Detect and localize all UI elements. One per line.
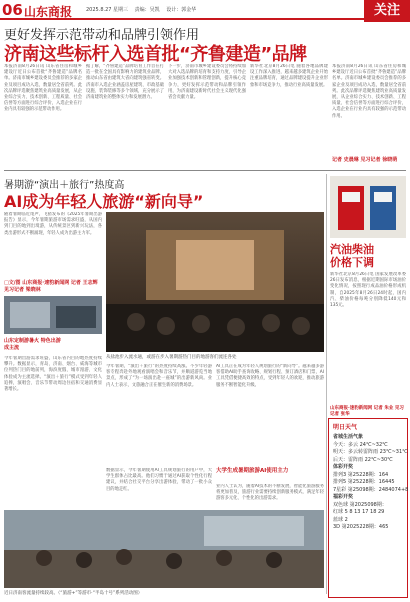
story2-side-tag: 山东定制游暑火 特色出游成主流	[4, 338, 61, 351]
story1-headline[interactable]: 济南这些标杆入选首批“齐鲁建造”品牌	[4, 44, 307, 65]
sidebar-headline-line2: 价格下调	[330, 256, 374, 269]
fuel-photo	[330, 176, 406, 238]
service-center-photo	[4, 296, 102, 334]
sidebar-headline-line1: 汽油柴油	[330, 243, 374, 256]
weather-line: 排列5 第25228期：16445	[333, 479, 395, 485]
weather-line: 红球 5 8 13 17 18 29	[333, 509, 385, 515]
story1-byline: 记者 史晨琳 见习记者 徐晓萌	[332, 157, 398, 163]
masthead	[0, 0, 410, 20]
section-label: 关注	[364, 0, 410, 22]
story2-col-a: 今年暑期出游需求旺盛，山东省内目的地热度持续攀升。数据显示，青岛、济南、烟台、威海等城市位列热门目的地前列，海滨度假、城市漫游、文化体验成为主流选择。“演出＋旅行”模式受到年轻人追捧，演唱会、音乐节带动周边住宿和交通消费显著增长。	[4, 356, 102, 393]
sidebar-divider	[326, 174, 327, 594]
weather-lines	[333, 434, 409, 532]
weather-line: 体彩开奖	[333, 464, 354, 470]
stage-photo-caption: 从盐池步入流水通，或游在步入暑期游热门目的地游客们流连各处	[106, 355, 237, 360]
weather-line: 双色球 第2025098期：	[333, 501, 387, 508]
stage-photo	[106, 212, 324, 352]
story2-kicker: 暑期游“演出＋旅行”热度高	[4, 180, 125, 191]
story2-byline: □文/图 山东商报·速豹新闻网 记者 王志辉 见习记者 梁晓林	[4, 280, 98, 293]
weather-line: 福彩开奖	[333, 494, 354, 500]
story1-kicker: 更好发挥示范带动和品牌引领作用	[4, 28, 200, 43]
sidebar-headline[interactable]	[330, 243, 374, 269]
weather-lottery-box	[328, 418, 408, 598]
issue-date: 2025.8.27 星期三	[86, 7, 129, 13]
weather-line: 省城生活气象	[333, 434, 364, 440]
story2-intro: 随着暑期临近尾声，飞猪发布的《2025年暑期出游报告》显示，今年暑期旅游市场需求旺盛，从国内到门目的地到出境游，从传统景区到新兴玩法，各类出游形式不断涌现，年轻人成为出游主力军。	[4, 212, 102, 236]
sidebar-body: 新华社北京8月26日电 国家发展改革委26日发布消息，根据近期国际市场油价变化情况，按照现行成品油价格形成机制，自2025年8月26日24时起，国内汽、柴油价格每吨分别降低140元和135元。	[330, 272, 406, 309]
story1-col4: 新华社北京8月26日电 随着各地品牌建设工作深入推进，越来越多建筑企业开始注重品牌培育，通过品牌建设提升企业形象和市场竞争力，推动行业高质量发展。	[250, 64, 328, 88]
story1-col2: 据了解，“齐鲁建造”品牌培育工作旨在打造一批在全国具有影响力的建筑业品牌，推动山东省由建筑大省向建筑强省转变。济南市入选企业涵盖房屋建筑、市政基础设施、装饰装修等多个领域，充分展示了济南建筑业的整体实力和发展潜力。	[86, 64, 164, 101]
weather-line: 今天：多云 24℃~32℃	[333, 441, 388, 448]
story2-headline[interactable]: AI成为年轻人旅游“新向导”	[4, 192, 204, 211]
weather-line: 明天：多云转雷阵雨 23℃~31℃	[333, 449, 408, 455]
weather-line: 7星彩 第25098期：2484074+8	[333, 486, 409, 493]
story2-col-c: AI工具正在成为年轻人规划旅行的“新向导”。越来越多游客借助AI助手查询攻略、规划行程、预订酒店和门票，AI工具凭借便捷高效的特点，受到年轻人的欢迎，推动旅游服务不断智能化升级。	[216, 364, 324, 388]
designer: 设计：郭金华	[166, 7, 197, 13]
weather-line: 排列3 第25228期：164	[333, 471, 389, 478]
section-divider	[4, 170, 406, 171]
weather-line: 3D 第2025228期：465	[333, 524, 389, 530]
issue-meta	[86, 6, 201, 13]
story1-col5: 本报济南8月26日讯 山东省住房和城乡建设厅近日公布首批“齐鲁建造”品牌名单。济南市城乡建设委员会推荐的多家企业及项目成功入选，数量居全省前列。此次品牌评选聚焦建筑业高质量发展，从企业综合实力、技术创新、工程质量、社会信誉等方面进行综合评价，入选企业在行业内具有较强的示范带动作用。	[332, 64, 406, 119]
sidebar-byline: 山东商报·速豹新闻网 记者 朱业 见习记者 张华	[330, 406, 404, 417]
story2-col-d: 数据显示，今年暑期使用AI工具规划旅行的用户中，大学生群体占比最高。他们习惯于通过AI获取个性化行程建议，并结合社交平台分享出游体验，带动了一批小众目的地走红。	[106, 468, 212, 492]
weather-line: 蓝球 2	[333, 516, 348, 523]
weather-title: 明日天气	[333, 424, 358, 431]
page-number: 06	[2, 1, 23, 19]
story2-subhead: 大学生成暑期旅游AI使用主力	[216, 468, 289, 474]
editor: 责编：吴凯	[134, 7, 160, 13]
story1-col3: 下一步，济南市城乡建设委员会将持续加大对入选品牌的培育和支持力度，引导企业加强技术创新和管理创新，提升核心竞争力，更好发挥示范带动和品牌引领作用，为济南建设新时代社会主义现代化强省会贡献力量。	[168, 64, 246, 101]
weather-line: 后天：雷阵雨 22℃~30℃	[333, 456, 393, 463]
story2-col-e: 业内人士认为，随着AI技术的不断发展，智能化旅游服务将更加普及，旅游行业需要持续创新服务模式，满足年轻游客多元化、个性化的出游需求。	[216, 484, 324, 502]
story1-col1: 本报济南8月26日讯 山东省住房和城乡建设厅近日公布首批“齐鲁建造”品牌名单。济南市城乡建设委员会推荐的多家企业及项目成功入选，数量居全省前列。此次品牌评选聚焦建筑业高质量发展，从企业综合实力、技术创新、工程质量、社会信誉等方面进行综合评价，入选企业在行业内具有较强的示范带动作用。	[4, 64, 82, 113]
story2-col-b: 今年暑期，“演出＋旅行”的热度持续高涨。不少年轻游客专程奔赴外地观看演唱会和音乐节，并顺道游览当地景点，形成了“为一场演出赴一座城”的出游新风尚。业内人士表示，文旅融合正在催生新的消费场景。	[106, 364, 212, 388]
paper-name: 山东商报	[24, 5, 73, 19]
bottom-photo-caption: 近日济南客流量持续较高。（“旅游+”等游市·“半岛十号”系列活动图）	[4, 591, 143, 596]
bottom-photo	[4, 510, 324, 588]
